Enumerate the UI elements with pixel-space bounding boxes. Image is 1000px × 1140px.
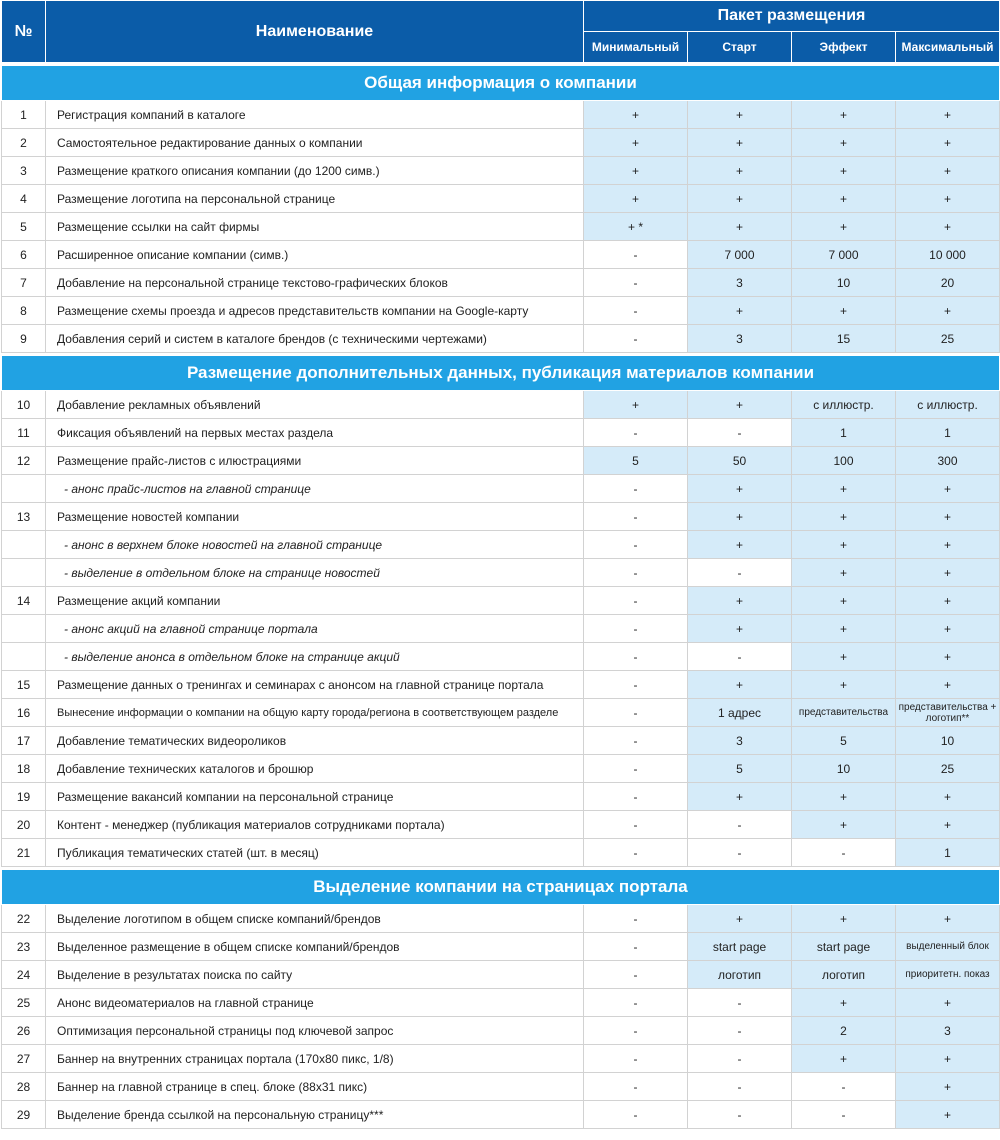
table-row [2,961,1000,989]
row-number: 25 [2,989,46,1017]
value-cell-start: 1 адрес [688,699,792,727]
value-cell-maximal: + [896,671,1000,699]
value-cell-minimal: - [584,1101,688,1129]
value-cell-effect: 5 [792,727,896,755]
value-cell-minimal: + [584,157,688,185]
value-cell-maximal: 25 [896,755,1000,783]
row-name: Выделение логотипом в общем списке компаний/брендов [46,905,584,933]
row-name: Выделение бренда ссылкой на персональную страницу*** [46,1101,584,1129]
value-cell-minimal: - [584,961,688,989]
table-row [2,297,1000,325]
value-cell-effect: + [792,129,896,157]
value-cell-maximal: + [896,101,1000,129]
value-cell-maximal: с иллюстр. [896,391,1000,419]
table-row [2,699,1000,727]
value-cell-effect: - [792,1101,896,1129]
value-cell-effect: + [792,185,896,213]
header-name: Наименование [46,1,584,63]
value-cell-minimal: - [584,811,688,839]
value-cell-maximal: + [896,475,1000,503]
value-cell-start: - [688,1101,792,1129]
row-name: Добавление тематических видеороликов [46,727,584,755]
value-cell-start: + [688,129,792,157]
row-number: 15 [2,671,46,699]
row-name: Регистрация компаний в каталоге [46,101,584,129]
value-cell-start: - [688,643,792,671]
value-cell-maximal: 3 [896,1017,1000,1045]
section-header [2,870,1000,905]
value-cell-minimal: - [584,503,688,531]
value-cell-start: + [688,615,792,643]
value-cell-maximal: + [896,811,1000,839]
row-number: 14 [2,587,46,615]
value-cell-effect: представительства [792,699,896,727]
value-cell-maximal: + [896,503,1000,531]
table-row [2,157,1000,185]
value-cell-effect: 15 [792,325,896,353]
table-row [2,727,1000,755]
table-row [2,1073,1000,1101]
value-cell-effect: + [792,531,896,559]
value-cell-minimal: - [584,933,688,961]
value-cell-maximal: + [896,157,1000,185]
value-cell-minimal: - [584,531,688,559]
row-number [2,475,46,503]
value-cell-start: логотип [688,961,792,989]
value-cell-start: + [688,157,792,185]
value-cell-start: 50 [688,447,792,475]
table-row [2,531,1000,559]
value-cell-start: - [688,559,792,587]
value-cell-effect: 7 000 [792,241,896,269]
value-cell-start: + [688,185,792,213]
value-cell-maximal: + [896,783,1000,811]
table-row [2,989,1000,1017]
row-number: 3 [2,157,46,185]
row-name: Размещение прайс-листов с илюстрациями [46,447,584,475]
table-row [2,129,1000,157]
value-cell-effect: 2 [792,1017,896,1045]
value-cell-maximal: 25 [896,325,1000,353]
value-cell-maximal: + [896,1045,1000,1073]
value-cell-effect: 100 [792,447,896,475]
value-cell-effect: + [792,905,896,933]
value-cell-effect: + [792,671,896,699]
row-name: Размещение вакансий компании на персональной странице [46,783,584,811]
value-cell-minimal: 5 [584,447,688,475]
value-cell-minimal: + [584,391,688,419]
header-package-effect: Эффект [792,32,896,63]
value-cell-start: - [688,419,792,447]
value-cell-effect: + [792,811,896,839]
value-cell-effect: с иллюстр. [792,391,896,419]
row-number: 23 [2,933,46,961]
value-cell-effect: + [792,1045,896,1073]
row-number [2,615,46,643]
row-number: 9 [2,325,46,353]
table-row [2,783,1000,811]
value-cell-minimal: - [584,325,688,353]
value-cell-maximal: + [896,905,1000,933]
section-header [2,356,1000,391]
row-number: 29 [2,1101,46,1129]
value-cell-maximal: + [896,643,1000,671]
value-cell-start: + [688,297,792,325]
section-title: Размещение дополнительных данных, публикация материалов компании [2,356,1000,391]
row-name: Публикация тематических статей (шт. в месяц) [46,839,584,867]
table-body [2,63,1000,1129]
value-cell-maximal: + [896,213,1000,241]
value-cell-effect: 10 [792,755,896,783]
value-cell-start: + [688,213,792,241]
value-cell-maximal: 1 [896,419,1000,447]
table-row [2,933,1000,961]
header-package-maximal: Максимальный [896,32,1000,63]
row-name: Фиксация объявлений на первых местах раздела [46,419,584,447]
value-cell-minimal: - [584,615,688,643]
table-row [2,241,1000,269]
value-cell-start: + [688,783,792,811]
value-cell-start: - [688,1045,792,1073]
table-row [2,447,1000,475]
row-name: Размещение схемы проезда и адресов представительств компании на Google-карту [46,297,584,325]
table-row [2,1017,1000,1045]
value-cell-maximal: 300 [896,447,1000,475]
table-row [2,503,1000,531]
table-row [2,391,1000,419]
header-num: № [2,1,46,63]
header-packages-title: Пакет размещения [584,1,1000,32]
row-number: 10 [2,391,46,419]
value-cell-start: 7 000 [688,241,792,269]
row-name: Баннер на внутренних страницах портала (170х80 пикс, 1/8) [46,1045,584,1073]
value-cell-maximal: 1 [896,839,1000,867]
row-name: Выделенное размещение в общем списке компаний/брендов [46,933,584,961]
value-cell-effect: + [792,297,896,325]
row-name: Выделение в результатах поиска по сайту [46,961,584,989]
value-cell-minimal: - [584,419,688,447]
row-name: Добавление на персональной странице текстово-графических блоков [46,269,584,297]
row-name: Размещение краткого описания компании (до 1200 симв.) [46,157,584,185]
row-number: 24 [2,961,46,989]
value-cell-start: + [688,905,792,933]
value-cell-effect: + [792,213,896,241]
table-row [2,839,1000,867]
value-cell-minimal: - [584,1017,688,1045]
value-cell-maximal: + [896,615,1000,643]
value-cell-maximal: представительства + логотип** [896,699,1000,727]
table-row [2,755,1000,783]
value-cell-start: - [688,811,792,839]
value-cell-effect: 1 [792,419,896,447]
row-number: 11 [2,419,46,447]
value-cell-effect: start page [792,933,896,961]
value-cell-maximal: приоритетн. показ [896,961,1000,989]
value-cell-maximal: + [896,129,1000,157]
value-cell-effect: + [792,643,896,671]
row-number: 4 [2,185,46,213]
value-cell-minimal: - [584,989,688,1017]
value-cell-maximal: + [896,587,1000,615]
value-cell-effect: + [792,783,896,811]
value-cell-start: 3 [688,325,792,353]
value-cell-minimal: + [584,101,688,129]
row-number: 7 [2,269,46,297]
row-number: 16 [2,699,46,727]
value-cell-start: + [688,503,792,531]
value-cell-start: + [688,531,792,559]
value-cell-effect: логотип [792,961,896,989]
value-cell-start: 3 [688,727,792,755]
value-cell-minimal: - [584,905,688,933]
value-cell-maximal: + [896,297,1000,325]
value-cell-minimal: + [584,129,688,157]
value-cell-start: 3 [688,269,792,297]
row-name: Баннер на главной странице в спец. блоке (88х31 пикс) [46,1073,584,1101]
value-cell-minimal: - [584,269,688,297]
row-name: - анонс акций на главной странице портала [46,615,584,643]
value-cell-minimal: - [584,839,688,867]
value-cell-minimal: - [584,1045,688,1073]
table-row [2,213,1000,241]
row-number: 19 [2,783,46,811]
value-cell-minimal: - [584,671,688,699]
value-cell-minimal: - [584,559,688,587]
value-cell-minimal: - [584,755,688,783]
value-cell-maximal: + [896,185,1000,213]
row-number: 13 [2,503,46,531]
row-number: 26 [2,1017,46,1045]
row-name: Размещение логотипа на персональной странице [46,185,584,213]
row-number: 22 [2,905,46,933]
value-cell-effect: + [792,101,896,129]
table-row [2,615,1000,643]
value-cell-minimal: - [584,241,688,269]
row-name: Вынесение информации о компании на общую карту города/региона в соответствующем разделе [46,699,584,727]
row-name: - выделение анонса в отдельном блоке на странице акций [46,643,584,671]
value-cell-effect: + [792,559,896,587]
value-cell-effect: + [792,615,896,643]
row-number: 2 [2,129,46,157]
value-cell-minimal: - [584,643,688,671]
value-cell-minimal: - [584,699,688,727]
table-row [2,587,1000,615]
table-row [2,811,1000,839]
row-number: 8 [2,297,46,325]
row-name: Размещение акций компании [46,587,584,615]
value-cell-minimal: + * [584,213,688,241]
row-name: - выделение в отдельном блоке на странице новостей [46,559,584,587]
value-cell-minimal: - [584,587,688,615]
row-number [2,531,46,559]
table-row [2,325,1000,353]
row-name: Размещение ссылки на сайт фирмы [46,213,584,241]
header-package-minimal: Минимальный [584,32,688,63]
value-cell-minimal: - [584,297,688,325]
header-package-start: Старт [688,32,792,63]
value-cell-start: + [688,587,792,615]
table-row [2,101,1000,129]
row-number: 12 [2,447,46,475]
value-cell-start: - [688,1073,792,1101]
value-cell-maximal: + [896,559,1000,587]
section-title: Общая информация о компании [2,66,1000,101]
value-cell-effect: - [792,839,896,867]
value-cell-start: - [688,839,792,867]
value-cell-maximal: + [896,1073,1000,1101]
value-cell-maximal: + [896,989,1000,1017]
row-name: Контент - менеджер (публикация материалов сотрудниками портала) [46,811,584,839]
row-number: 1 [2,101,46,129]
row-number: 20 [2,811,46,839]
value-cell-effect: + [792,475,896,503]
row-name: Размещение новостей компании [46,503,584,531]
row-name: Добавление рекламных объявлений [46,391,584,419]
row-name: - анонс в верхнем блоке новостей на главной странице [46,531,584,559]
value-cell-maximal: выделенный блок [896,933,1000,961]
value-cell-maximal: 10 [896,727,1000,755]
table-row [2,643,1000,671]
row-number [2,559,46,587]
value-cell-maximal: 10 000 [896,241,1000,269]
value-cell-minimal: - [584,475,688,503]
table-row [2,905,1000,933]
table-row [2,185,1000,213]
value-cell-effect: + [792,157,896,185]
value-cell-start: + [688,391,792,419]
value-cell-start: start page [688,933,792,961]
value-cell-effect: 10 [792,269,896,297]
table-row [2,269,1000,297]
row-number: 27 [2,1045,46,1073]
value-cell-minimal: - [584,727,688,755]
value-cell-effect: - [792,1073,896,1101]
row-number: 6 [2,241,46,269]
value-cell-maximal: + [896,1101,1000,1129]
table-row [2,1101,1000,1129]
row-number: 17 [2,727,46,755]
table-row [2,671,1000,699]
row-number: 21 [2,839,46,867]
value-cell-minimal: - [584,1073,688,1101]
row-name: Добавления серий и систем в каталоге брендов (с техническими чертежами) [46,325,584,353]
value-cell-start: 5 [688,755,792,783]
value-cell-maximal: + [896,531,1000,559]
row-number: 18 [2,755,46,783]
value-cell-start: + [688,475,792,503]
table-row [2,1045,1000,1073]
row-name: - анонс прайс-листов на главной странице [46,475,584,503]
value-cell-start: - [688,1017,792,1045]
value-cell-minimal: + [584,185,688,213]
row-name: Самостоятельное редактирование данных о компании [46,129,584,157]
row-name: Размещение данных о тренингах и семинарах с анонсом на главной странице портала [46,671,584,699]
section-title: Выделение компании на страницах портала [2,870,1000,905]
row-number: 28 [2,1073,46,1101]
value-cell-effect: + [792,587,896,615]
table-row [2,475,1000,503]
table-row [2,559,1000,587]
value-cell-start: + [688,101,792,129]
value-cell-effect: + [792,989,896,1017]
value-cell-start: - [688,989,792,1017]
row-name: Расширенное описание компании (симв.) [46,241,584,269]
pricing-table [1,0,1000,1129]
value-cell-start: + [688,671,792,699]
row-name: Добавление технических каталогов и брошюр [46,755,584,783]
row-number: 5 [2,213,46,241]
value-cell-effect: + [792,503,896,531]
value-cell-minimal: - [584,783,688,811]
section-header [2,66,1000,101]
value-cell-maximal: 20 [896,269,1000,297]
row-number [2,643,46,671]
row-name: Анонс видеоматериалов на главной странице [46,989,584,1017]
table-row [2,419,1000,447]
row-name: Оптимизация персональной страницы под ключевой запрос [46,1017,584,1045]
